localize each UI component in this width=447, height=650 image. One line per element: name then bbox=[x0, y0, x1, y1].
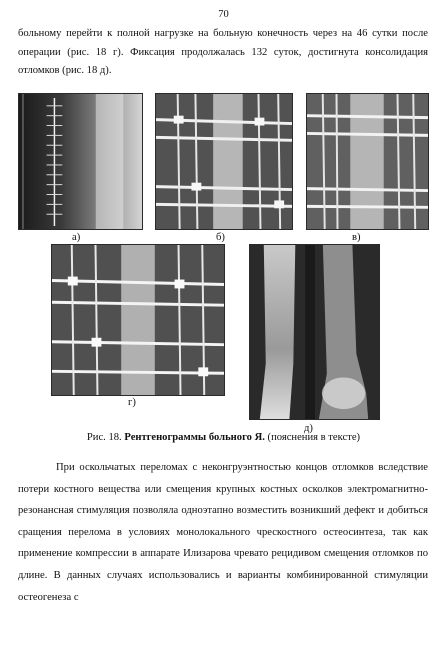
panel-label-g: г) bbox=[128, 397, 136, 408]
xray-image-d bbox=[249, 244, 380, 420]
paragraph-bottom: При оскольчатых переломах с неконгруэнтностью концов отломков вследствие потери костного вещества или смещения крупных костных осколков электромагнитно-резонансная стимуляция позволяла одноэтапно возместить возникший дефект и добиться сращения перелома в условиях монолокального чрескостного остеосинтеза, так как применение компрессии в аппарате Илизарова чревато рецидивом смещения отломков по длине. В данных случаях использовались и варианты комбинированной стимуляции остеогенеза с bbox=[18, 462, 428, 603]
panel-label-b: б) bbox=[216, 232, 225, 243]
caption-prefix: Рис. 18. bbox=[86, 432, 125, 443]
xray-image-a bbox=[18, 93, 143, 230]
xray-image-v bbox=[306, 93, 429, 230]
paragraph-top: больному перейти к полной нагрузке на больную конечность через на 46 сутки после операции (рис. 18 г). Фиксация продолжалась 132 суток, достигнута консолидация отломков (рис. 18 д). bbox=[18, 28, 428, 76]
xray-image-b bbox=[155, 93, 293, 230]
page-number: 70 bbox=[218, 9, 229, 20]
panel-label-v: в) bbox=[352, 232, 361, 243]
xray-image-g bbox=[51, 244, 225, 396]
figure-caption bbox=[0, 432, 447, 443]
caption-bold: Рентгенограммы больного Я. bbox=[124, 432, 265, 443]
caption-suffix: (пояснения в тексте) bbox=[264, 432, 361, 443]
panel-label-a: а) bbox=[72, 232, 81, 243]
panel-label-d: д) bbox=[304, 423, 313, 434]
